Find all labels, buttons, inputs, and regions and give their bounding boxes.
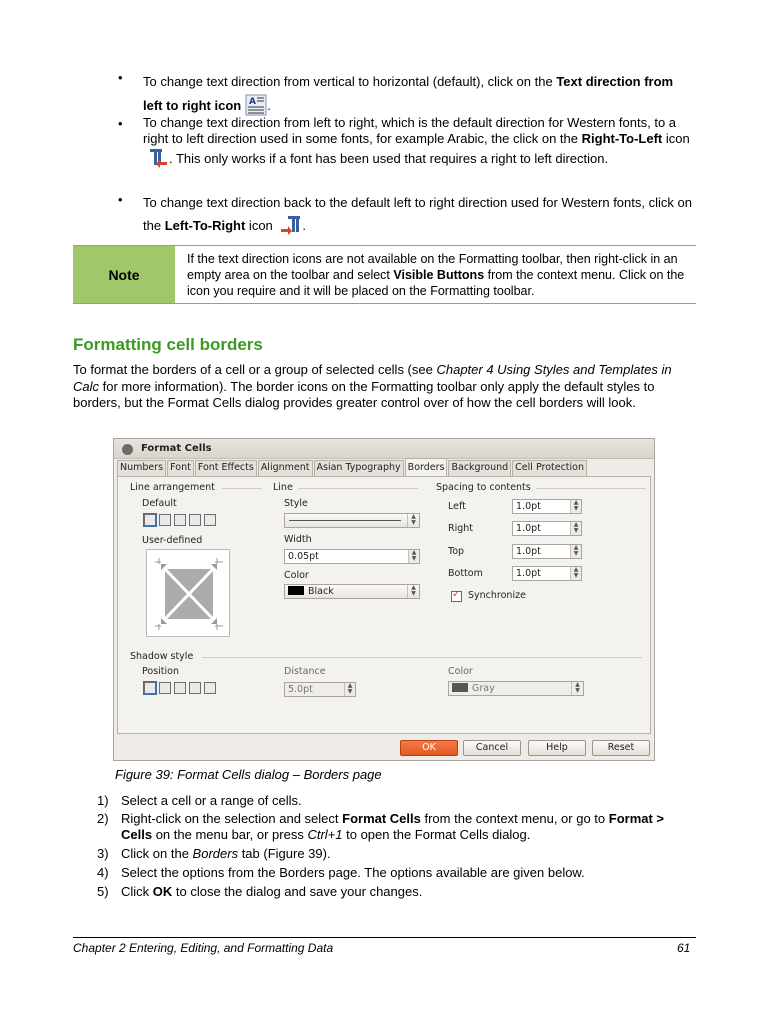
right-to-left-icon bbox=[147, 147, 169, 169]
preset-diagonal[interactable] bbox=[204, 514, 216, 526]
default-presets bbox=[144, 514, 219, 526]
list-italic: Ctrl+1 bbox=[307, 827, 343, 842]
bullet-marker: • bbox=[118, 116, 123, 131]
page-number: 61 bbox=[677, 941, 691, 955]
bullet-item bbox=[143, 191, 695, 237]
bullet-text: icon bbox=[245, 218, 277, 233]
bullet-text: . This only works if a font has been used that requires a right to left direction. bbox=[169, 151, 609, 166]
list-text bbox=[121, 811, 681, 843]
preset-box[interactable] bbox=[159, 514, 171, 526]
left-to-right-icon bbox=[280, 214, 302, 236]
bullet-marker: • bbox=[118, 70, 123, 85]
color-swatch bbox=[452, 683, 468, 692]
default-label: Default bbox=[142, 498, 177, 509]
tab-font[interactable]: Font bbox=[167, 460, 194, 476]
list-text-part: from the context menu, or go to bbox=[420, 811, 609, 826]
preset-outer-horizontal[interactable] bbox=[189, 514, 201, 526]
tab-borders[interactable]: Borders bbox=[405, 458, 448, 476]
chevron-updown-icon: ▲ ▼ bbox=[571, 682, 583, 695]
bullet-bold: Text direction from left to right icon bbox=[143, 74, 674, 113]
format-cells-dialog bbox=[113, 438, 655, 761]
intro-text: for more information). The border icons on the Formatting toolbar only apply the default styles to borders, but the Format Cells dialog provides greater control over of how the cell borders will look. bbox=[73, 378, 655, 410]
list-text-part: Right-click on the selection and select bbox=[121, 811, 343, 826]
user-defined-border-area[interactable] bbox=[146, 549, 230, 637]
list-text-part: to close the dialog and save your changes. bbox=[172, 884, 423, 899]
list-number: 1) bbox=[97, 793, 109, 808]
shadow-top-left[interactable] bbox=[204, 682, 216, 694]
tab-alignment[interactable]: Alignment bbox=[258, 460, 313, 476]
chevron-updown-icon: ▲ ▼ bbox=[407, 514, 419, 527]
list-text-part: Click bbox=[121, 884, 153, 899]
divider bbox=[202, 657, 642, 658]
group-line: Line bbox=[273, 482, 293, 493]
bullet-bold: Left-To-Right bbox=[164, 218, 246, 233]
list-number: 4) bbox=[97, 865, 109, 880]
shadow-bottom-right[interactable] bbox=[159, 682, 171, 694]
cancel-button[interactable]: Cancel bbox=[463, 740, 521, 756]
bottom-spacing-field[interactable] bbox=[512, 566, 582, 581]
bullet-text: To change text direction from left to right, which is the default direction for Western fonts, to a right to left direction used in some fonts, for example Arabic, the click on the bbox=[143, 115, 677, 146]
spin-icon[interactable]: ▲ ▼ bbox=[570, 567, 581, 580]
spin-icon[interactable]: ▲ ▼ bbox=[570, 522, 581, 535]
shadow-color-dropdown[interactable] bbox=[448, 681, 584, 696]
bottom-label: Bottom bbox=[448, 568, 483, 579]
list-number: 5) bbox=[97, 884, 109, 899]
line-style-preview bbox=[289, 520, 401, 521]
list-bold: OK bbox=[152, 884, 173, 899]
bullet-text: icon bbox=[662, 131, 690, 146]
bullet-item bbox=[143, 115, 695, 169]
spin-icon[interactable]: ▲ ▼ bbox=[570, 500, 581, 513]
note-text-part: If the text direction icons are not available on the Formatting toolbar, then right-click in an empty area on the toolbar and select bbox=[187, 252, 678, 282]
list-text: Select the options from the Borders page. The options available are given below. bbox=[121, 865, 585, 880]
list-text-part: tab (Figure 39). bbox=[238, 846, 331, 861]
color-swatch bbox=[288, 586, 304, 595]
intro-text: To format the borders of a cell or a group of selected cells (see bbox=[73, 362, 437, 377]
note-box bbox=[73, 245, 696, 304]
list-text bbox=[121, 846, 681, 862]
width-value: 0.05pt bbox=[288, 551, 319, 562]
left-value: 1.0pt bbox=[516, 501, 541, 512]
list-italic: Borders bbox=[192, 846, 239, 861]
close-icon[interactable] bbox=[122, 444, 133, 455]
top-label: Top bbox=[448, 546, 465, 557]
shadow-top-right[interactable] bbox=[174, 682, 186, 694]
group-spacing: Spacing to contents bbox=[436, 482, 531, 493]
list-text bbox=[121, 884, 681, 900]
bottom-value: 1.0pt bbox=[516, 568, 541, 579]
shadow-none[interactable] bbox=[144, 682, 156, 694]
shadow-color-label: Color bbox=[448, 666, 473, 677]
list-bold: Format Cells bbox=[342, 811, 421, 826]
list-number: 2) bbox=[97, 811, 109, 826]
distance-label: Distance bbox=[284, 666, 326, 677]
bullet-marker: • bbox=[118, 192, 123, 207]
right-spacing-field[interactable] bbox=[512, 521, 582, 536]
ok-button[interactable]: OK bbox=[400, 740, 458, 756]
bullet-bold: Right-To-Left bbox=[581, 131, 663, 146]
section-title: Formatting cell borders bbox=[73, 335, 263, 354]
list-text-part: to open the Format Cells dialog. bbox=[342, 827, 531, 842]
dialog-titlebar bbox=[114, 439, 654, 459]
group-line-arrangement: Line arrangement bbox=[130, 482, 215, 493]
color-label: Color bbox=[284, 570, 309, 581]
style-label: Style bbox=[284, 498, 308, 509]
tab-font-effects[interactable]: Font Effects bbox=[195, 460, 257, 476]
tab-numbers[interactable]: Numbers bbox=[117, 460, 166, 476]
help-button[interactable]: Help bbox=[528, 740, 586, 756]
dialog-title: Format Cells bbox=[141, 443, 212, 454]
note-text bbox=[187, 251, 687, 299]
list-bold: Format > Cells bbox=[121, 811, 665, 842]
distance-value: 5.0pt bbox=[288, 684, 313, 695]
width-label: Width bbox=[284, 534, 312, 545]
footer-rule bbox=[73, 937, 696, 938]
tab-background[interactable]: Background bbox=[448, 460, 511, 476]
intro-paragraph bbox=[73, 362, 696, 412]
note-bold: Visible Buttons bbox=[393, 268, 485, 282]
right-value: 1.0pt bbox=[516, 523, 541, 534]
group-shadow-style: Shadow style bbox=[130, 651, 194, 662]
shadow-color-value: Gray bbox=[472, 683, 495, 694]
left-spacing-field[interactable] bbox=[512, 499, 582, 514]
spin-icon[interactable]: ▲ ▼ bbox=[570, 545, 581, 558]
list-number: 3) bbox=[97, 846, 109, 861]
bullet-text: To change text direction back to the default left to right direction used for Western fonts, click on the bbox=[143, 195, 692, 233]
top-value: 1.0pt bbox=[516, 546, 541, 557]
right-label: Right bbox=[448, 523, 474, 534]
text-direction-left-right-icon bbox=[245, 94, 267, 116]
tab-bar bbox=[117, 460, 588, 477]
chevron-updown-icon: ▲ ▼ bbox=[407, 585, 419, 598]
spin-icon[interactable]: ▲ ▼ bbox=[408, 550, 419, 563]
preset-box-inner[interactable] bbox=[174, 514, 186, 526]
tab-cell-protection[interactable]: Cell Protection bbox=[512, 460, 587, 476]
divider bbox=[222, 488, 262, 489]
divider bbox=[298, 488, 418, 489]
list-text: Select a cell or a range of cells. bbox=[121, 793, 302, 808]
spin-icon[interactable]: ▲ ▼ bbox=[344, 683, 355, 696]
style-dropdown[interactable] bbox=[284, 513, 420, 528]
color-dropdown[interactable] bbox=[284, 584, 420, 599]
list-text-part: Click on the bbox=[121, 846, 193, 861]
color-value: Black bbox=[308, 586, 334, 597]
intro-italic: Chapter 4 Using Styles and Templates in Calc bbox=[73, 362, 672, 394]
left-label: Left bbox=[448, 501, 466, 512]
position-label: Position bbox=[142, 666, 179, 677]
preset-none[interactable] bbox=[144, 514, 156, 526]
tab-asian-typography[interactable]: Asian Typography bbox=[314, 460, 404, 476]
bullet-item bbox=[143, 70, 695, 118]
note-text-part: from the context menu. Click on the icon you require and it will be placed on the Formatting toolbar. bbox=[187, 268, 685, 298]
bullet-text: . bbox=[267, 98, 271, 113]
width-field[interactable] bbox=[284, 549, 420, 564]
footer-chapter: Chapter 2 Entering, Editing, and Formatting Data bbox=[73, 941, 334, 955]
synchronize-label: Synchronize bbox=[468, 590, 526, 601]
bullet-text: To change text direction from vertical to horizontal (default), click on the bbox=[143, 74, 557, 89]
distance-field[interactable] bbox=[284, 682, 356, 697]
list-text-part: on the menu bar, or press bbox=[152, 827, 308, 842]
bullet-text: . bbox=[302, 218, 307, 233]
borders-panel bbox=[117, 476, 651, 734]
figure-caption: Figure 39: Format Cells dialog – Borders page bbox=[115, 767, 382, 782]
shadow-bottom-left[interactable] bbox=[189, 682, 201, 694]
synchronize-checkbox[interactable] bbox=[451, 591, 462, 602]
note-label: Note bbox=[73, 246, 175, 303]
svg-text:A: A bbox=[249, 97, 257, 107]
top-spacing-field[interactable] bbox=[512, 544, 582, 559]
reset-button[interactable]: Reset bbox=[592, 740, 650, 756]
shadow-position-presets bbox=[144, 682, 219, 694]
user-defined-label: User-defined bbox=[142, 535, 203, 546]
divider bbox=[536, 488, 646, 489]
